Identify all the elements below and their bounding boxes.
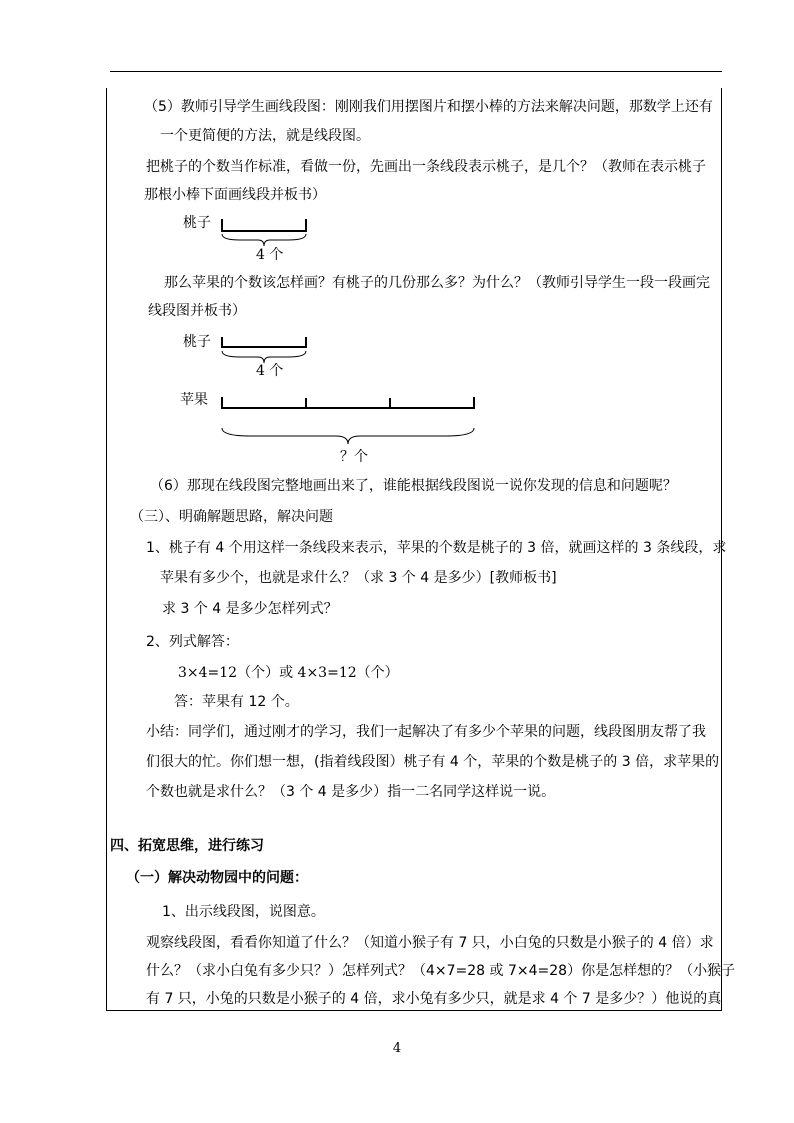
text-line: （6）那现在线段图完整地画出来了，谁能根据线段图说一说你发现的信息和问题呢？ [150, 478, 677, 494]
peach-count: 4 个 [256, 247, 284, 263]
peach-label: 桃子 [183, 334, 211, 350]
text-line: 1、出示线段图，说图意。 [162, 904, 325, 920]
text-line: 求 3 个 4 是多少怎样列式？ [162, 601, 338, 617]
text-line: 个数也就是求什么？（3 个 4 是多少）指一二名同学这样说一说。 [146, 784, 556, 800]
subsection-heading: （一）解决动物园中的问题： [126, 870, 308, 886]
text-line: 2、列式解答： [146, 634, 239, 650]
equation-line: 3×4=12（个）或 4×3=12（个） [178, 665, 399, 681]
apple-count: ？个 [340, 449, 368, 465]
text-line: 1、桃子有 4 个用这样一条线段来表示，苹果的个数是桃子的 3 倍，就画这样的 3 条线段，求 [146, 540, 727, 556]
text-line: 一个更简便的方法，就是线段图。 [160, 128, 370, 144]
section-heading: 四、拓宽思维，进行练习 [110, 838, 264, 854]
peach-label: 桃子 [183, 215, 211, 231]
text-line: 线段图并板书） [148, 303, 246, 319]
page-number: 4 [392, 1041, 402, 1056]
text-line: 有 7 只，小兔的只数是小猴子的 4 倍，求小兔有多少只，就是求 4 个 7 是多少？）他说的真 [146, 991, 722, 1007]
text-line: 小结：同学们，通过刚才的学习，我们一起解决了有多少个苹果的问题，线段图朋友帮了我 [146, 724, 706, 740]
text-line: 那么苹果的个数该怎样画？有桃子的几份那么多？为什么？（教师引导学生一段一段画完 [164, 275, 710, 291]
text-line: 苹果有多少个，也就是求什么？（求 3 个 4 是多少）[教师板书] [160, 570, 557, 586]
text-line: 那根小棒下面画线段并板书） [144, 187, 326, 203]
text-line: 什么？（求小白兔有多少只？）怎样列式？（4×7=28 或 7×4=28）你是怎样想的？（小猴子 [146, 963, 736, 979]
text-line: （5）教师引导学生画线段图：刚刚我们用摆图片和摆小棒的方法来解决问题，那数学上还有 [144, 99, 713, 115]
text-line: 把桃子的个数当作标准，看做一份，先画出一条线段表示桃子，是几个？（教师在表示桃子 [146, 159, 706, 175]
section-heading: （三）、明确解题思路，解决问题 [130, 509, 333, 525]
text-line: 观察线段图，看看你知道了什么？（知道小猴子有 7 只，小白兔的只数是小猴子的 4 倍）求 [146, 935, 714, 951]
peach-count: 4 个 [256, 363, 284, 379]
apple-label: 苹果 [180, 392, 208, 408]
text-line: 们很大的忙。你们想一想，(指着线段图）桃子有 4 个，苹果的个数是桃子的 3 倍，求苹果的 [146, 754, 720, 770]
answer-line: 答：苹果有 12 个。 [174, 694, 299, 710]
